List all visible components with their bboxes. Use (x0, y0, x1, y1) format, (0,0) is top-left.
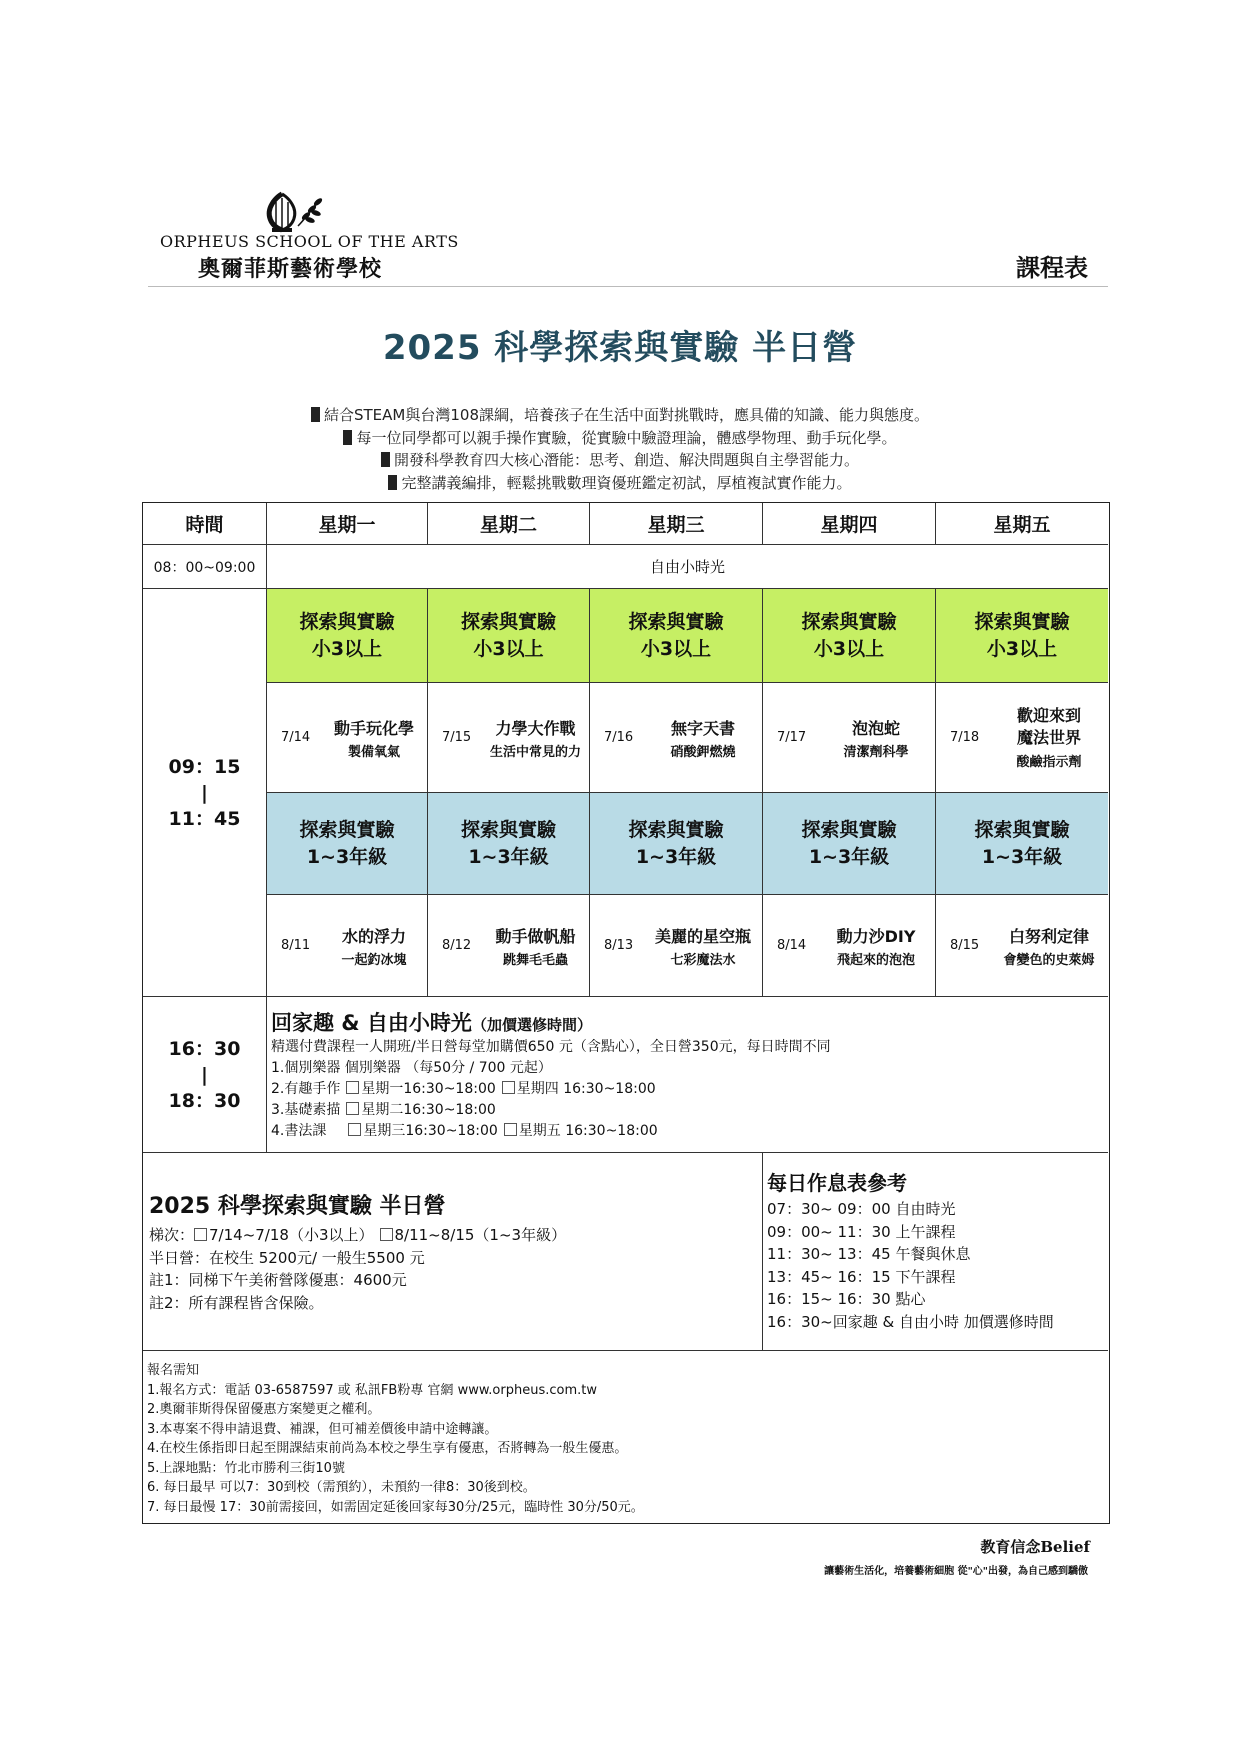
course-subtitle: 清潔劑科學 (843, 744, 909, 760)
course-subtitle: 硝酸鉀燃燒 (670, 744, 736, 760)
course-cell (428, 683, 590, 793)
bullet-square-icon (381, 452, 390, 467)
course-name: 白努利定律 (1008, 926, 1089, 946)
intro-item: 開發科學教育四大核心潛能：思考、創造、解決問題與自主學習能力。 (0, 449, 1240, 472)
course-cell (428, 895, 590, 997)
course-subtitle: 跳舞毛毛蟲 (502, 952, 568, 968)
band-level-3up: 探索與實驗 小3以上 (428, 589, 590, 683)
time-header: 時間 (143, 503, 267, 545)
daily-item: 07：30~ 09：00 自由時光 (767, 1200, 956, 1218)
after-school-item: 1.個別樂器 個別樂器 （每50分 / 700 元起） (271, 1060, 552, 1076)
note-item: 1.報名方式：電話 03-6587597 或 私訊FB粉專 官網 www.orpheus.com.tw (147, 1382, 597, 1398)
day-header-mon: 星期一 (267, 503, 428, 545)
course-date: 8/15 (950, 938, 980, 953)
camp-info (143, 1153, 763, 1351)
course-subtitle: 製備氧氣 (347, 744, 400, 760)
header-divider (148, 286, 1108, 287)
course-name: 美麗的星空瓶 (654, 926, 751, 946)
course-subtitle: 生活中常見的力 (489, 744, 581, 760)
course-date: 7/18 (950, 730, 980, 745)
footer-motto: 讓藝術生活化，培養藝術細胞 從"心"出發，為自己感到驕傲 (824, 1566, 1088, 1577)
camp-price: 半日營：在校生 5200元/ 一般生5500 元 (149, 1248, 425, 1267)
course-name: 動手玩化學 (333, 718, 414, 738)
course-date: 7/16 (604, 730, 634, 745)
course-cell (590, 895, 763, 997)
time-separator: | (201, 1063, 208, 1086)
band-level-3up: 探索與實驗 小3以上 (267, 589, 428, 683)
daily-item: 09：00~ 11：30 上午課程 (767, 1222, 956, 1241)
daily-item: 16：15~ 16：30 點心 (767, 1290, 926, 1308)
note-item: 3.本專案不得申請退費、補課，但可補差價後申請中途轉讓。 (147, 1421, 498, 1437)
course-subtitle: 酸鹼指示劑 (1016, 755, 1082, 770)
school-name-en: ORPHEUS SCHOOL OF THE ARTS (160, 232, 459, 251)
checkbox[interactable] (194, 1228, 207, 1241)
course-date: 7/14 (281, 730, 311, 745)
checkbox[interactable] (502, 1081, 515, 1094)
camp-note: 註1：同梯下午美術營隊優惠：4600元 (149, 1271, 407, 1289)
free-time-label: 自由小時光 (267, 545, 1108, 589)
checkbox[interactable] (346, 1102, 359, 1115)
daily-item: 11：30~ 13：45 午餐與休息 (767, 1245, 971, 1263)
daily-schedule-title: 每日作息表參考 (767, 1171, 907, 1195)
course-cell (936, 895, 1108, 997)
course-date: 7/15 (442, 730, 472, 745)
schedule-table (142, 502, 1110, 1524)
afternoon-end-time: 18：30 (168, 1089, 241, 1112)
school-logo (150, 186, 470, 282)
bullet-square-icon (343, 430, 352, 445)
note-item: 7. 每日最慢 17：30前需接回，如需固定延後回家每30分/25元，臨時性 30分/50元。 (147, 1499, 644, 1515)
band-level-3up: 探索與實驗 小3以上 (936, 589, 1108, 683)
camp-sessions: 梯次： 7/14~7/18（小3以上） 8/11~8/15（1~3年級） (149, 1226, 567, 1244)
footer-belief: 教育信念Belief (980, 1538, 1090, 1556)
after-school-item: 2.有趣手作 星期一16:30~18:00 星期四 16:30~18:00 (271, 1081, 656, 1097)
morning-start-time: 09：15 (168, 755, 241, 778)
course-subtitle: 一起釣冰塊 (341, 952, 407, 968)
school-name-zh: 奧爾菲斯藝術學校 (198, 256, 383, 282)
daily-schedule (763, 1153, 1108, 1351)
course-date: 8/14 (777, 938, 807, 953)
course-date: 8/12 (442, 938, 472, 953)
morning-time-slot (143, 589, 267, 997)
registration-notes (143, 1351, 1108, 1522)
course-date: 8/13 (604, 938, 634, 953)
checkbox[interactable] (504, 1123, 517, 1136)
course-name: 力學大作戰 (495, 718, 576, 738)
course-cell (590, 683, 763, 793)
page-title: 2025 科學探索與實驗 半日營 (382, 328, 858, 368)
note-item: 5.上課地點：竹北市勝利三街10號 (147, 1460, 345, 1476)
band-level-1to3: 探索與實驗 1~3年級 (763, 793, 936, 895)
course-name: 動力沙DIY (836, 926, 916, 946)
course-cell (267, 683, 428, 793)
course-name: 動手做帆船 (495, 926, 576, 946)
course-subtitle: 飛起來的泡泡 (836, 952, 915, 968)
band-level-3up: 探索與實驗 小3以上 (763, 589, 936, 683)
course-name: 歡迎來到 魔法世界 (1016, 706, 1081, 747)
intro-item: 每一位同學都可以親手操作實驗，從實驗中驗證理論，體感學物理、動手玩化學。 (0, 427, 1240, 450)
afternoon-start-time: 16：30 (168, 1037, 241, 1060)
after-school-desc: 精選付費課程一人開班/半日營每堂加購價650 元（含點心），全日營350元，每日時間不同 (271, 1039, 831, 1055)
after-school-section (267, 997, 1108, 1153)
note-item: 4.在校生係指即日起至開課結束前尚為本校之學生享有優惠，否將轉為一般生優惠。 (147, 1441, 628, 1456)
daily-item: 16：30~回家趣 & 自由小時 加價選修時間 (767, 1312, 1054, 1331)
band-level-1to3: 探索與實驗 1~3年級 (267, 793, 428, 895)
course-name: 無字天書 (670, 718, 735, 738)
after-school-title: 回家趣 & 自由小時光（加價選修時間） (271, 1011, 592, 1035)
day-header-wed: 星期三 (590, 503, 763, 545)
bullet-square-icon (311, 407, 320, 422)
day-header-fri: 星期五 (936, 503, 1108, 545)
free-time-slot: 08：00~09:00 (143, 545, 267, 589)
note-item: 6. 每日最早 可以7：30到校（需預約），未預約一律8：30後到校。 (147, 1480, 536, 1495)
checkbox[interactable] (346, 1081, 359, 1094)
band-level-3up: 探索與實驗 小3以上 (590, 589, 763, 683)
course-subtitle: 會變色的史萊姆 (1003, 952, 1095, 968)
time-separator: | (201, 781, 208, 804)
afternoon-time-slot (143, 997, 267, 1153)
course-cell (267, 895, 428, 997)
course-date: 8/11 (281, 938, 311, 953)
morning-end-time: 11：45 (168, 807, 241, 830)
course-cell (763, 895, 936, 997)
camp-title: 2025 科學探索與實驗 半日營 (149, 1194, 446, 1219)
course-name: 泡泡蛇 (851, 718, 900, 738)
camp-note: 註2：所有課程皆含保險。 (149, 1293, 324, 1312)
note-item: 2.奧爾菲斯得保留優惠方案變更之權利。 (147, 1402, 381, 1417)
after-school-item: 4.書法課 星期三16:30~18:00 星期五 16:30~18:00 (271, 1123, 658, 1139)
checkbox[interactable] (348, 1123, 361, 1136)
intro-item: 完整講義編排，輕鬆挑戰數理資優班鑑定初試，厚植複試實作能力。 (0, 472, 1240, 495)
lyre-laurel-logo-icon (260, 186, 330, 236)
intro-list (0, 404, 1240, 494)
course-cell (763, 683, 936, 793)
notes-title: 報名需知 (147, 1363, 200, 1378)
band-level-1to3: 探索與實驗 1~3年級 (936, 793, 1108, 895)
course-cell (936, 683, 1108, 793)
document-label: 課程表 (1016, 253, 1088, 282)
band-level-1to3: 探索與實驗 1~3年級 (428, 793, 590, 895)
course-date: 7/17 (777, 730, 807, 745)
after-school-note: （加價選修時間） (471, 1016, 592, 1034)
band-level-1to3: 探索與實驗 1~3年級 (590, 793, 763, 895)
day-header-thu: 星期四 (763, 503, 936, 545)
intro-item: 結合STEAM與台灣108課綱，培養孩子在生活中面對挑戰時，應具備的知識、能力與態度。 (0, 404, 1240, 427)
bullet-square-icon (388, 475, 397, 490)
daily-item: 13：45~ 16：15 下午課程 (767, 1267, 956, 1286)
course-name: 水的浮力 (341, 926, 406, 946)
checkbox[interactable] (380, 1228, 393, 1241)
after-school-item: 3.基礎素描 星期二16:30~18:00 (271, 1102, 496, 1118)
course-subtitle: 七彩魔法水 (670, 952, 736, 968)
day-header-tue: 星期二 (428, 503, 590, 545)
